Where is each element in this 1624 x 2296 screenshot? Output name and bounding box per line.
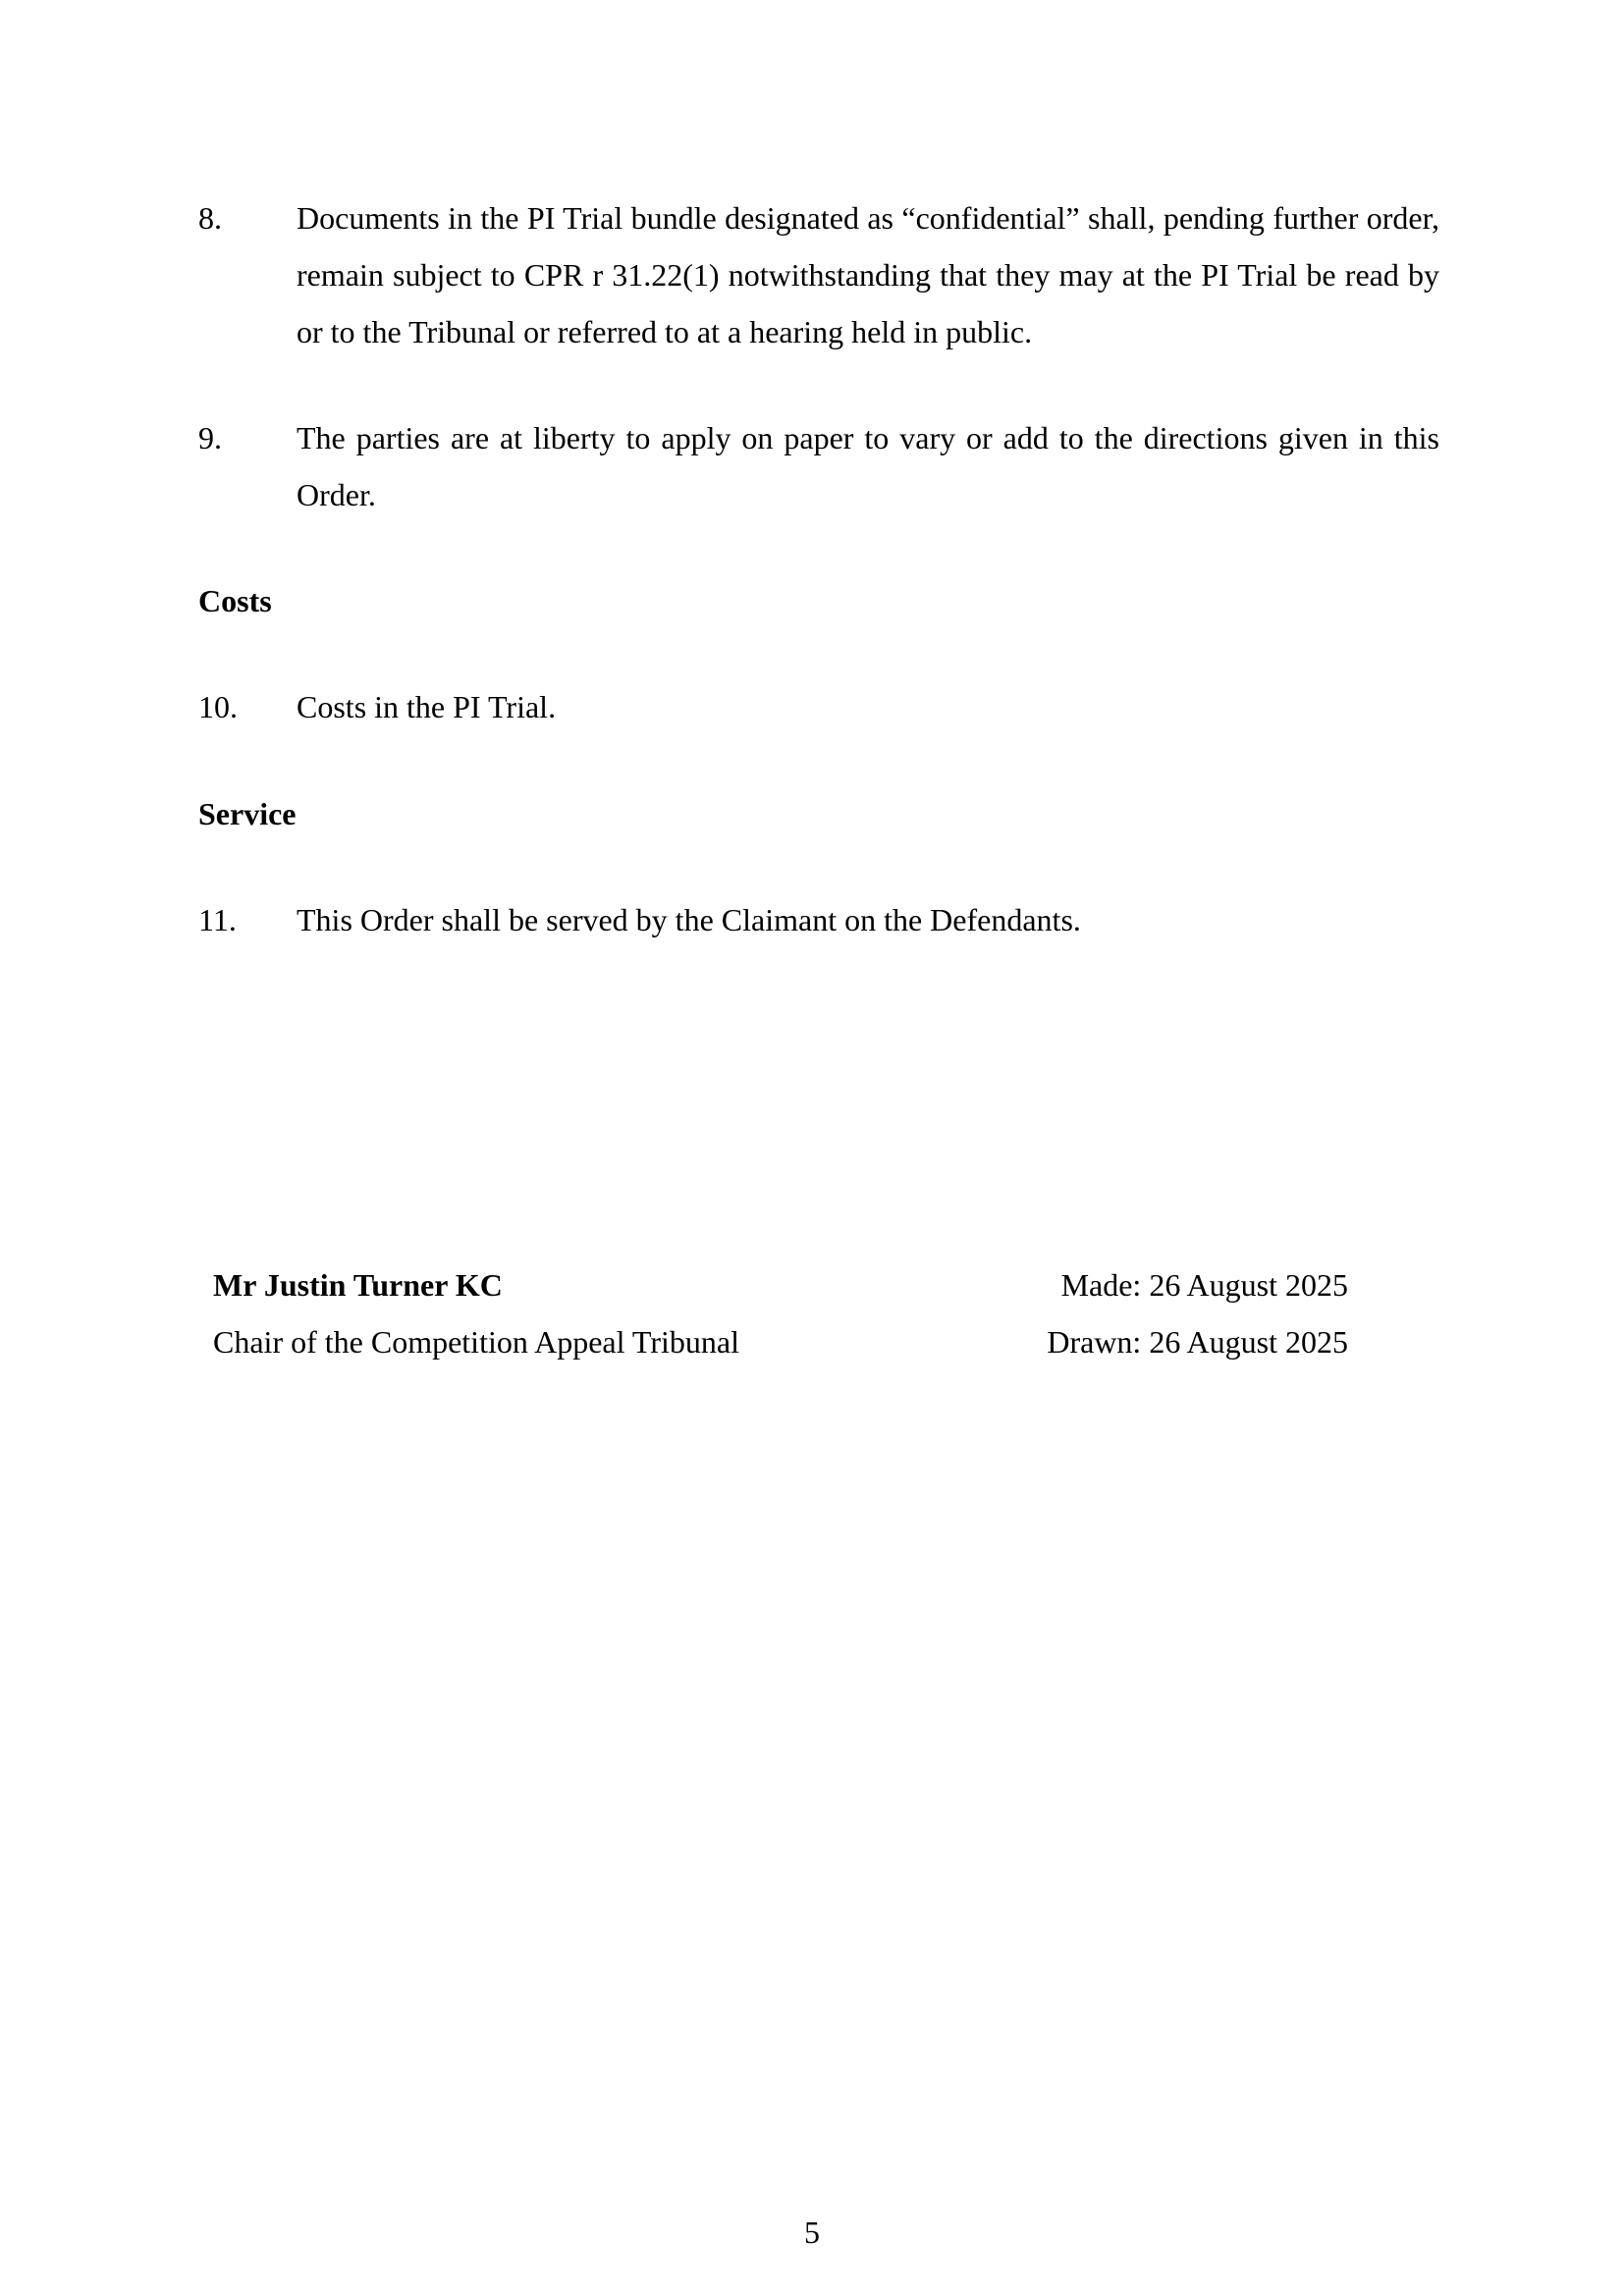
paragraph-text: Documents in the PI Trial bundle designated as “confidential” shall, pending further order, remain subject to CPR r 31.22(1) notwithstanding that they may at the PI Trial be read by or to the Tribunal or referred to at a hearing held in public. [297,200,1439,349]
paragraph-number: 11. [198,902,237,937]
paragraph-number: 10. [198,689,238,724]
page-number: 5 [804,2215,820,2250]
heading-costs: Costs [198,583,272,618]
drawn-date: Drawn: 26 August 2025 [1047,1324,1348,1360]
heading-service: Service [198,796,297,831]
paragraph-8 [198,189,1439,360]
signatory-role: Chair of the Competition Appeal Tribunal [213,1324,739,1360]
paragraph-11 [198,891,1439,948]
paragraph-text: The parties are at liberty to apply on paper to vary or add to the directions given in this Order. [297,420,1439,512]
paragraph-number: 9. [198,420,222,455]
paragraph-10 [198,678,1439,735]
made-date: Made: 26 August 2025 [1060,1267,1348,1303]
paragraph-text: This Order shall be served by the Claimant on the Defendants. [297,902,1081,937]
signatory-name: Mr Justin Turner KC [213,1267,503,1303]
signature-block [213,1256,739,1370]
date-block [1047,1256,1348,1370]
paragraph-number: 8. [198,200,222,236]
paragraph-9 [198,409,1439,523]
paragraph-text: Costs in the PI Trial. [297,689,557,724]
